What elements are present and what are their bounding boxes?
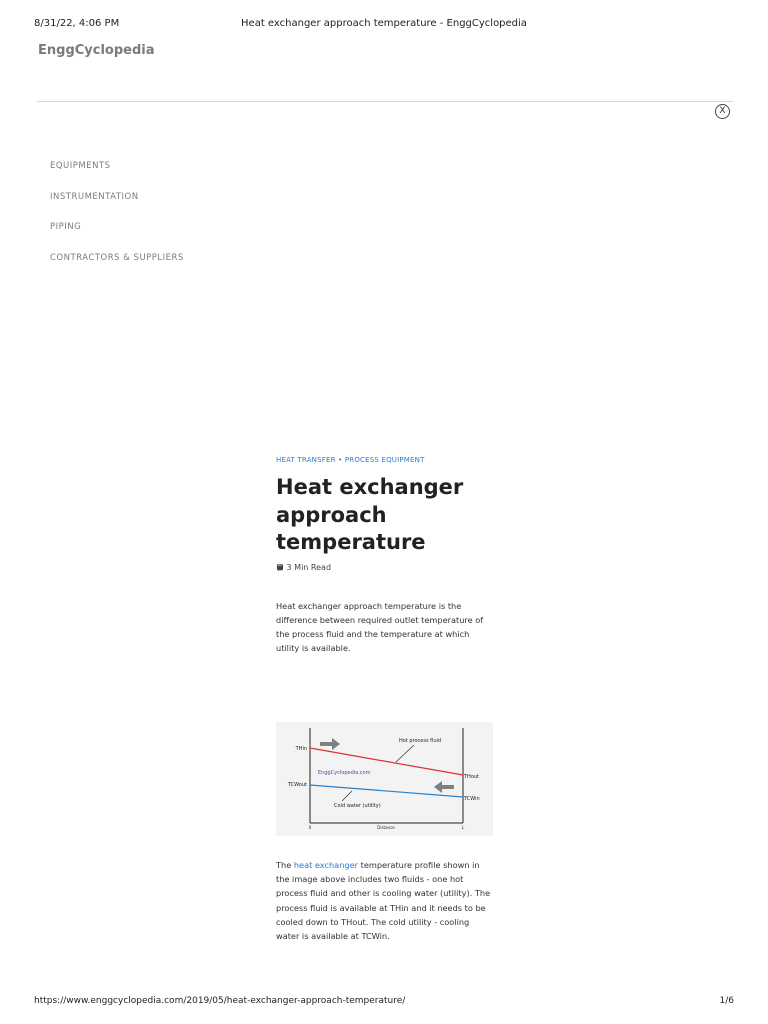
print-page-number: 1/6	[719, 996, 734, 1006]
x-label-l: L	[461, 825, 465, 830]
article-meta	[276, 563, 494, 572]
label-tcwin: TCWin	[464, 796, 480, 802]
x-label-distance: Distance	[377, 825, 395, 830]
cold-label-leader	[342, 791, 352, 801]
main-nav	[50, 161, 184, 283]
article-title: Heat exchanger approach temperature	[276, 475, 464, 554]
label-hot-process-fluid: Hot process fluid	[399, 738, 442, 744]
header-divider	[37, 101, 733, 102]
book-icon	[276, 563, 284, 571]
label-tcwout: TCWout	[287, 782, 307, 788]
label-cold-water: Cold water (utility)	[334, 803, 381, 809]
article-categories[interactable]: HEAT TRANSFER • PROCESS EQUIPMENT	[276, 456, 425, 464]
heat-exchanger-link[interactable]: heat exchanger	[293, 860, 358, 870]
cold-flow-arrow-icon	[434, 781, 454, 793]
read-time: 3 Min Read	[286, 562, 332, 572]
print-page-title: Heat exchanger approach temperature - EnggCyclopedia	[241, 18, 527, 29]
hot-label-leader	[396, 745, 414, 762]
watermark-text: EnggCyclopedia.com	[318, 770, 371, 776]
temperature-profile-figure	[276, 722, 493, 836]
article	[276, 456, 494, 655]
nav-item-contractors-suppliers[interactable]: CONTRACTORS & SUPPLIERS	[50, 252, 184, 263]
close-button[interactable]: X	[715, 104, 730, 119]
print-datetime: 8/31/22, 4:06 PM	[34, 18, 120, 29]
nav-item-instrumentation[interactable]: INSTRUMENTATION	[50, 191, 139, 202]
site-logo[interactable]: EnggCyclopedia	[38, 43, 155, 58]
label-thout: THout	[464, 774, 480, 780]
temperature-profile-diagram	[276, 722, 493, 836]
x-label-zero: 0	[308, 825, 312, 830]
article-intro: Heat exchanger approach temperature is the difference between required outlet temperature of the process fluid and the temperature at which utility is available.	[276, 600, 484, 654]
nav-item-equipments[interactable]: EQUIPMENTS	[50, 161, 111, 171]
nav-item-piping[interactable]: PIPING	[50, 222, 82, 232]
body-text-rest: temperature profile shown in the image above includes two fluids - one hot process fluid and other is cooling water (utility). The process fluid is available at THin and it needs to be cooled down to THout. The cold utility - cooling water is available at TCWin.	[276, 860, 491, 942]
hot-flow-arrow-icon	[320, 738, 340, 750]
body-text-start: The	[276, 860, 294, 870]
print-url: https://www.enggcyclopedia.com/2019/05/heat-exchanger-approach-temperature/	[34, 996, 406, 1006]
label-thin: THin	[295, 746, 307, 752]
article-body	[276, 858, 494, 943]
